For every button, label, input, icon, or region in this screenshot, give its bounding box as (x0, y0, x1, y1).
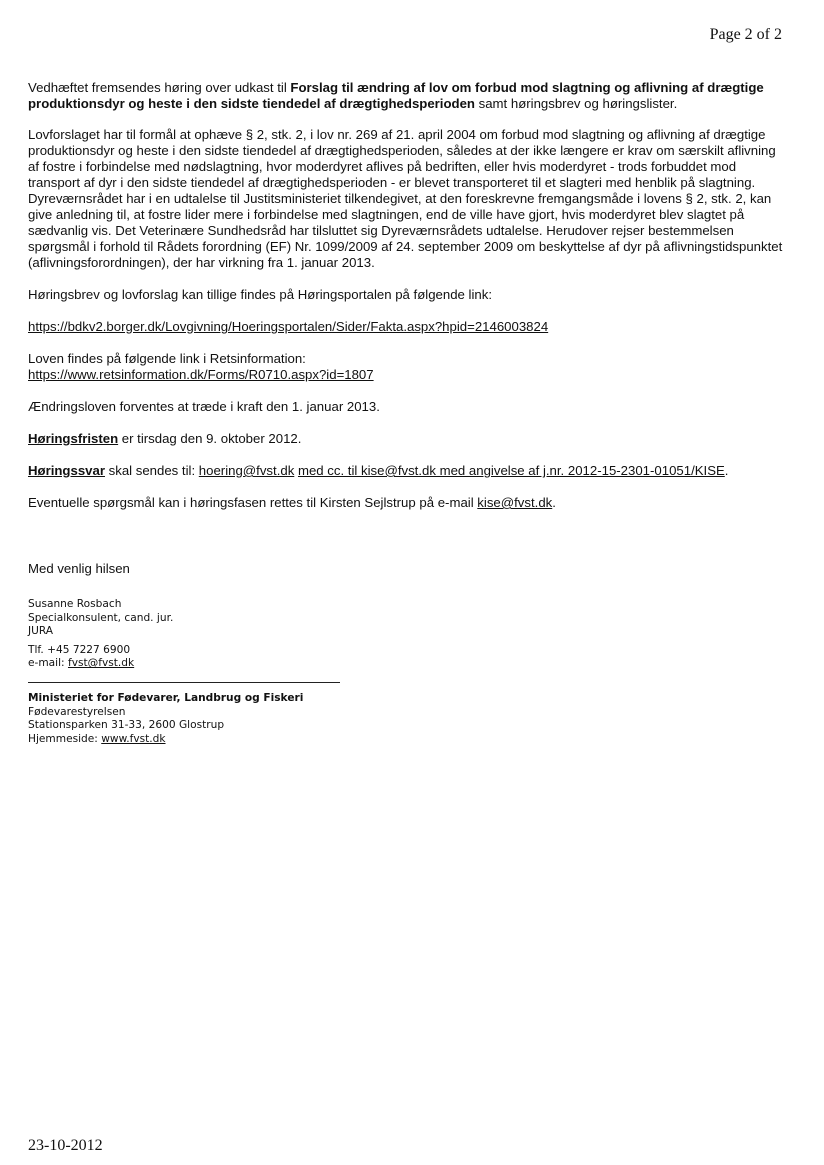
website-line (28, 733, 340, 747)
footer-date: 23-10-2012 (28, 1137, 103, 1154)
deadline-text: er tirsdag den 9. oktober 2012. (118, 431, 302, 446)
reply-end: . (724, 463, 729, 478)
questions-end: . (552, 495, 556, 510)
reply-email-link[interactable]: hoering@fvst.dk (198, 463, 295, 478)
effective-date-text: Ændringsloven forventes at træde i kraft den 1. januar 2013. (28, 399, 380, 414)
portal-link[interactable]: https://bdkv2.borger.dk/Lovgivning/Hoeringsportalen/Sider/Fakta.aspx?hpid=2146003824 (28, 319, 549, 334)
law-paragraph: Lovforslaget har til formål at ophæve § 2, stk. 2, i lov nr. 269 af 21. april 2004 om forbud mod slagtning og aflivning af drægtige produktionsdyr og heste i den sidste tiendedel af drægtighedsperioden, således at der ikke længere er krav om særskilt aflivning af fostre i forbindelse med nødslagtning, hvor moderdyret aflives på bedriften, eller hvis moderdyret - trods forbuddet mod transport af dyr i den sidste tiendedel af drægtighedsperioden - er blevet transporteret til et slagteri med henblik på slagtning. Dyreværnsrådet har i en udtalelse til Justitsministeriet tilkendegivet, at den foreskrevne fremgangsmåde i lovens § 2, stk. 2, kan give anledning til, at fostre lider mere i forbindelse med slagtningen, end de ville have gjort, hvis moderdyret blev slagtet på sædvanlig vis. Det Veterinære Sundhedsråd har tilsluttet sig Dyreværnsrådets udtalelse. Herudover rejser bestemmelsen spørgsmål i forhold til Rådets forordning (EF) Nr. 1099/2009 af 24. september 2009 om beskyttelse af dyr på aflivningstidspunktet (aflivningsforordningen), der har virkning fra 1. januar 2013. (28, 127, 783, 270)
page-number: Page 2 of 2 (709, 26, 782, 43)
signer-phone: Tlf. +45 7227 6900 (28, 643, 131, 656)
deadline-paragraph (28, 431, 788, 447)
agency-address: Stationsparken 31-33, 2600 Glostrup (28, 719, 225, 732)
portal-text: Høringsbrev og lovforslag kan tillige findes på Høringsportalen på følgende link: (28, 287, 492, 302)
questions-email-link[interactable]: kise@fvst.dk (477, 495, 553, 510)
email-label: e-mail: (28, 657, 68, 670)
reply-cc-text: med cc. til kise@fvst.dk med angivelse af j.nr. 2012-15-2301-01051/KISE (297, 463, 725, 478)
questions-paragraph (28, 495, 788, 511)
deadline-label: Høringsfristen (28, 431, 119, 446)
ministry-name: Ministeriet for Fødevarer, Landbrug og Fiskeri (28, 691, 304, 704)
website-label: Hjemmeside: (28, 732, 102, 745)
signer-email-link[interactable]: fvst@fvst.dk (67, 657, 135, 670)
signer-title: Specialkonsulent, cand. jur. (28, 611, 174, 624)
reply-paragraph (28, 463, 788, 479)
signer-dept: JURA (28, 625, 54, 638)
intro-text: Vedhæftet fremsendes høring over udkast til (28, 80, 291, 95)
retsinfo-link[interactable]: https://www.retsinformation.dk/Forms/R0710.aspx?id=1807 (28, 367, 374, 382)
questions-text: Eventuelle spørgsmål kan i høringsfasen rettes til Kirsten Sejlstrup på e-mail (28, 495, 478, 510)
website-link[interactable]: www.fvst.dk (101, 732, 166, 745)
intro-text-end: samt høringsbrev og høringslister. (474, 96, 678, 111)
signer-name: Susanne Rosbach (28, 598, 122, 610)
reply-text: skal sendes til: (104, 463, 199, 478)
reply-label: Høringssvar (28, 463, 105, 478)
signature-divider (28, 682, 340, 683)
signature-block (28, 598, 340, 746)
letter-body (28, 80, 788, 511)
closing-greeting: Med venlig hilsen (28, 561, 130, 576)
retsinfo-text: Loven findes på følgende link i Retsinformation: (28, 351, 306, 366)
signer-email-line (28, 657, 340, 671)
agency-name: Fødevarestyrelsen (28, 705, 126, 718)
bill-title: Forslag til ændring af lov om forbud mod slagtning og aflivning af drægtige produktionsdyr og heste i den sidste tiendedel af drægtighedsperioden (28, 80, 764, 111)
intro-paragraph (28, 80, 788, 112)
